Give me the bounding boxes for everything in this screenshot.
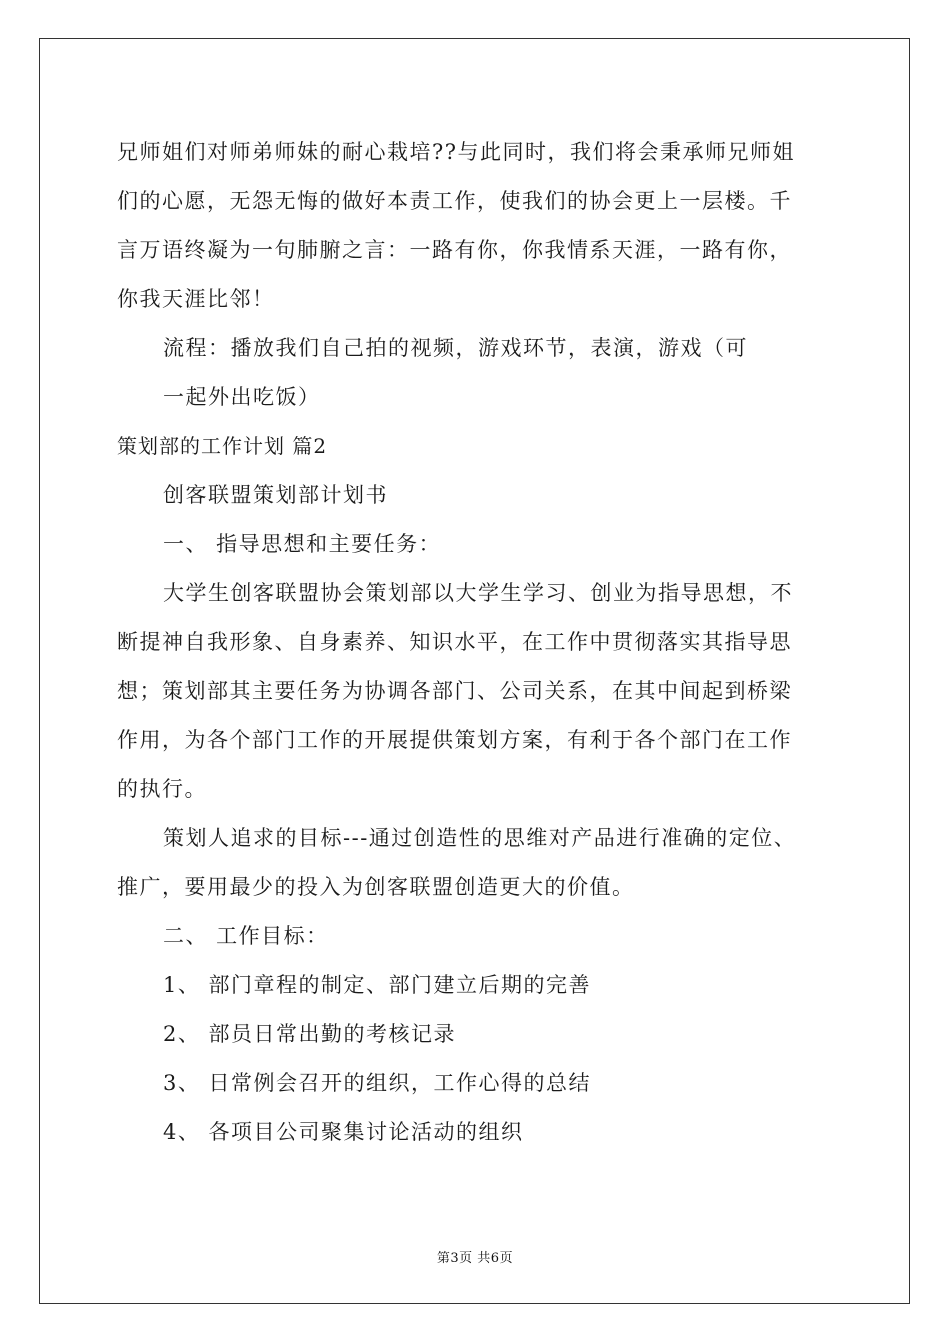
paragraph-line: 的执行。 xyxy=(117,777,207,801)
paragraph-line: 推广，要用最少的投入为创客联盟创造更大的价值。 xyxy=(117,875,635,899)
page-number: 第3页 共6页 xyxy=(436,1251,514,1266)
paragraph-line: 想；策划部其主要任务为协调各部门、公司关系，在其中间起到桥梁 xyxy=(117,679,792,703)
section-heading: 二、 工作目标： xyxy=(163,924,329,948)
paragraph-line: 兄师姐们对师弟师妹的耐心栽培??与此同时，我们将会秉承师兄师姐 xyxy=(117,140,796,164)
document-body xyxy=(117,128,862,1157)
paragraph-line: 作用，为各个部门工作的开展提供策划方案，有利于各个部门在工作 xyxy=(117,728,792,752)
paragraph-line: 们的心愿，无怨无悔的做好本责工作，使我们的协会更上一层楼。千 xyxy=(117,189,792,213)
paragraph-line: 断提神自我形象、自身素养、知识水平，在工作中贯彻落实其指导思 xyxy=(117,630,792,654)
list-item: 4、 各项目公司聚集讨论活动的组织 xyxy=(163,1120,524,1144)
section-heading: 策划部的工作计划 篇2 xyxy=(117,434,328,458)
section-heading: 一、 指导思想和主要任务： xyxy=(163,532,442,556)
paragraph-line: 言万语终凝为一句肺腑之言：一路有你，你我情系天涯，一路有你， xyxy=(117,238,792,262)
list-item: 2、 部员日常出勤的考核记录 xyxy=(163,1022,457,1046)
paragraph-line: 大学生创客联盟协会策划部以大学生学习、创业为指导思想，不 xyxy=(163,581,793,605)
list-item: 1、 部门章程的制定、部门建立后期的完善 xyxy=(163,973,592,997)
paragraph-line: 你我天涯比邻！ xyxy=(117,287,275,311)
paragraph-line: 策划人追求的目标---通过创造性的思维对产品进行准确的定位、 xyxy=(163,826,797,850)
list-item: 3、 日常例会召开的组织，工作心得的总结 xyxy=(163,1071,592,1095)
plan-title: 创客联盟策划部计划书 xyxy=(163,483,388,507)
process-line: 一起外出吃饭） xyxy=(163,385,321,409)
process-line: 流程：播放我们自己拍的视频，游戏环节，表演，游戏（可 xyxy=(163,336,748,360)
